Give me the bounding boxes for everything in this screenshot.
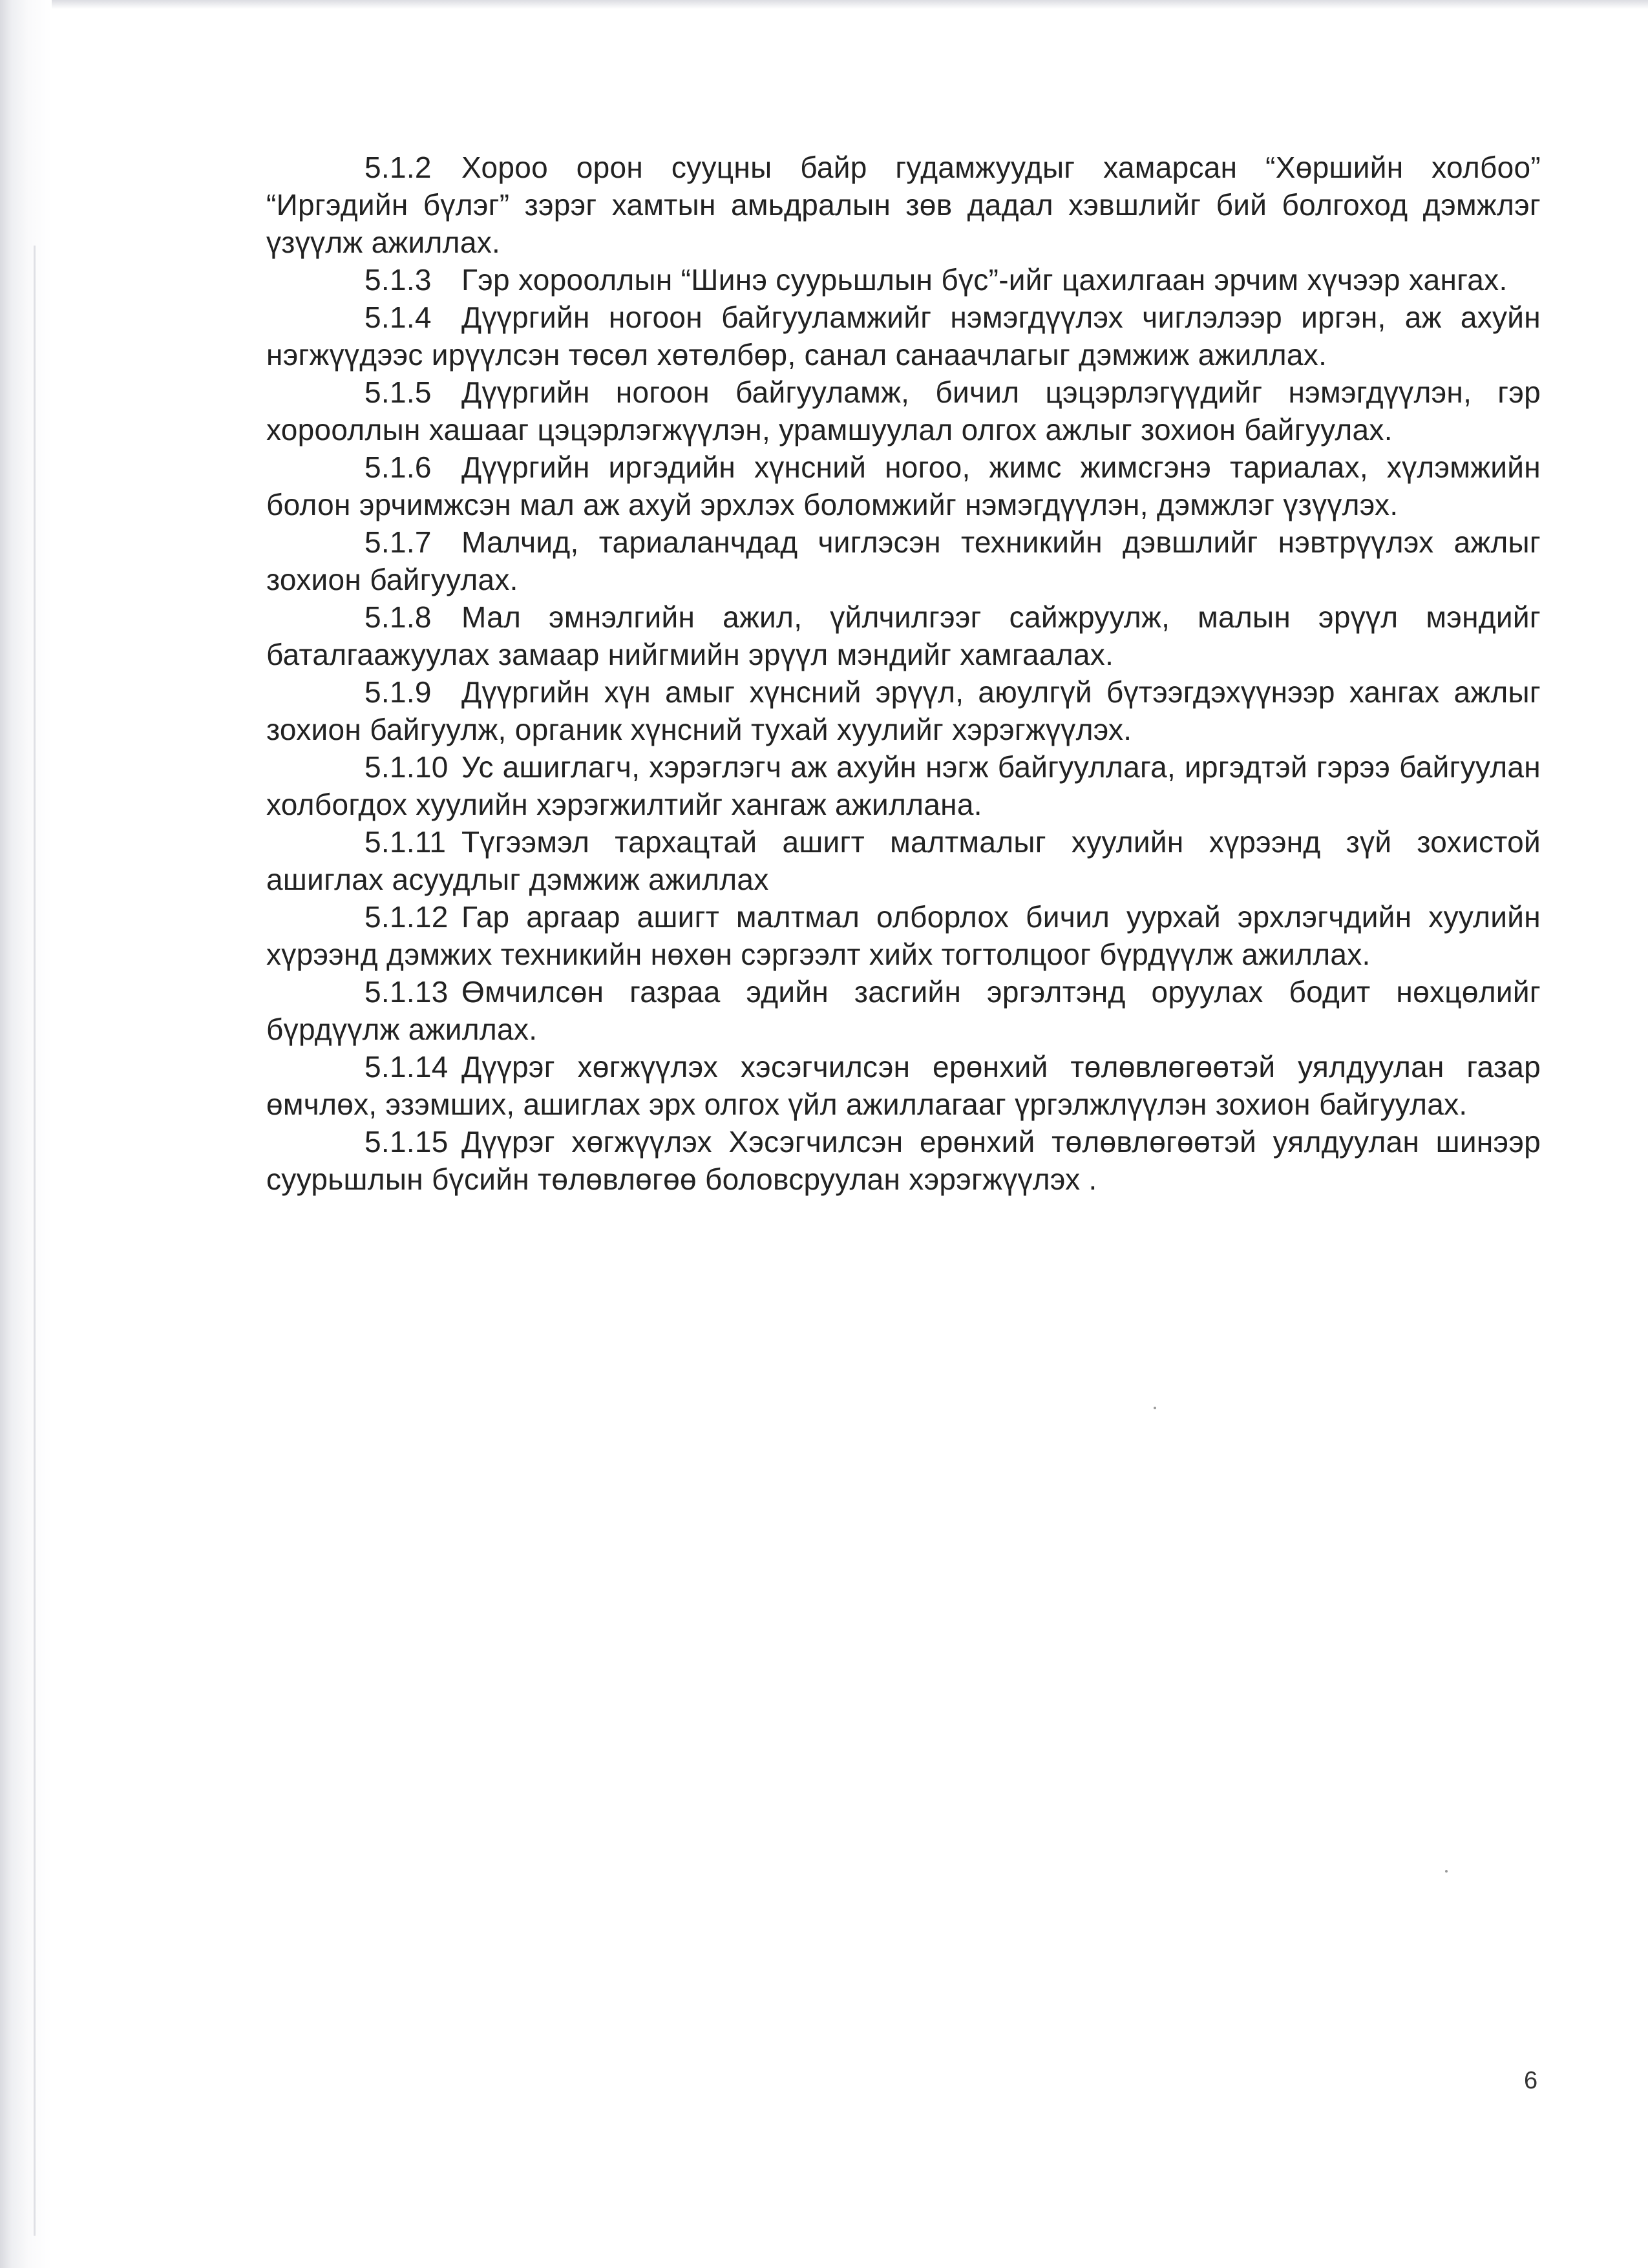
item-text: Дүүргийн иргэдийн хүнсний ногоо, жимс жимсгэнэ тариалах, хүлэмжийн болон эрчимжсэн мал аж ахуй эрхлэх боломжийг нэмэгдүүлэн, дэмжлэг үзүүлэх. <box>266 450 1541 521</box>
item-number: 5.1.6 <box>364 450 432 484</box>
list-item <box>266 299 1541 373</box>
item-text: Өмчилсөн газраа эдийн засгийн эргэлтэнд оруулах бодит нөхцөлийг бүрдүүлж ажиллах. <box>266 975 1541 1046</box>
list-item <box>266 823 1541 898</box>
item-text: Дүүрэг хөгжүүлэх хэсэгчилсэн ерөнхий төлөвлөгөөтэй уялдуулан газар өмчлөх, эзэмших, ашиглах эрх олгох үйл ажиллагааг үргэлжлүүлэн зохион байгуулах. <box>266 1050 1541 1121</box>
item-number: 5.1.5 <box>364 375 432 409</box>
scan-speck <box>1154 1407 1156 1409</box>
binding-edge-line <box>34 246 36 2236</box>
scan-shadow-top <box>0 0 1648 9</box>
item-text: Гэр хорооллын “Шинэ суурьшлын бүс”-ийг цахилгаан эрчим хүчээр хангах. <box>461 263 1508 297</box>
item-text: Мал эмнэлгийн ажил, үйлчилгээг сайжруулж, малын эрүүл мэндийг баталгаажуулах замаар нийгмийн эрүүл мэндийг хамгаалах. <box>266 600 1541 671</box>
item-text: Дүүргийн ногоон байгууламжийг нэмэгдүүлэх чиглэлээр иргэн, аж ахуйн нэгжүүдээс ирүүлсэн төсөл хөтөлбөр, санал санаачлагыг дэмжиж ажиллах. <box>266 300 1541 372</box>
item-number: 5.1.8 <box>364 600 432 634</box>
item-number: 5.1.3 <box>364 263 432 297</box>
item-text: Ус ашиглагч, хэрэглэгч аж ахуйн нэгж байгууллага, иргэдтэй гэрээ байгуулан холбогдох хуулийн хэрэгжилтийг хангаж ажиллана. <box>266 750 1541 821</box>
list-item <box>266 1048 1541 1123</box>
item-text: Дүүргийн ногоон байгууламж, бичил цэцэрлэгүүдийг нэмэгдүүлэн, гэр хорооллын хашааг цэцэрлэгжүүлэн, урамшуулал олгох ажлыг зохион байгуулах. <box>266 375 1541 446</box>
item-text: Малчид, тариаланчдад чиглэсэн техникийн дэвшлийг нэвтрүүлэх ажлыг зохион байгуулах. <box>266 525 1541 596</box>
item-number: 5.1.14 <box>364 1050 449 1084</box>
item-number: 5.1.15 <box>364 1125 449 1159</box>
list-item <box>266 1123 1541 1198</box>
item-number: 5.1.10 <box>364 750 449 784</box>
list-item <box>266 373 1541 448</box>
item-text: Хороо орон сууцны байр гудамжуудыг хамарсан “Хөршийн холбоо” “Иргэдийн бүлэг” зэрэг хамтын амьдралын зөв дадал хэвшлийг бий болгоход дэмжлэг үзүүлж ажиллах. <box>266 151 1541 259</box>
item-number: 5.1.4 <box>364 300 432 334</box>
list-item <box>266 748 1541 823</box>
list-item <box>266 261 1541 299</box>
scan-speck <box>1445 1870 1448 1873</box>
page-number: 6 <box>1524 2067 1538 2094</box>
item-number: 5.1.13 <box>364 975 449 1009</box>
list-item <box>266 598 1541 673</box>
list-item <box>266 448 1541 523</box>
item-number: 5.1.2 <box>364 151 432 184</box>
item-text: Дүүргийн хүн амыг хүнсний эрүүл, аюулгүй бүтээгдэхүүнээр хангах ажлыг зохион байгуулж, органик хүнсний тухай хуулийг хэрэгжүүлэх. <box>266 675 1541 746</box>
document-body <box>266 149 1541 1198</box>
list-item <box>266 973 1541 1048</box>
list-item <box>266 673 1541 748</box>
item-text: Дүүрэг хөгжүүлэх Хэсэгчилсэн ерөнхий төлөвлөгөөтэй уялдуулан шинээр суурьшлын бүсийн төлөвлөгөө боловсруулан хэрэгжүүлэх . <box>266 1125 1541 1196</box>
item-text: Гар аргаар ашигт малтмал олборлох бичил уурхай эрхлэгчдийн хуулийн хүрээнд дэмжих техникийн нөхөн сэргээлт хийх тогтолцоог бүрдүүлж ажиллах. <box>266 900 1541 971</box>
list-item <box>266 898 1541 973</box>
item-text: Түгээмэл тархацтай ашигт малтмалыг хуулийн хүрээнд зүй зохистой ашиглах асуудлыг дэмжиж ажиллах <box>266 825 1541 896</box>
list-item <box>266 149 1541 261</box>
item-number: 5.1.7 <box>364 525 432 559</box>
list-item <box>266 523 1541 598</box>
item-number: 5.1.9 <box>364 675 432 709</box>
item-number: 5.1.12 <box>364 900 449 934</box>
scan-shadow-left <box>0 0 52 2268</box>
item-number: 5.1.11 <box>364 825 447 859</box>
